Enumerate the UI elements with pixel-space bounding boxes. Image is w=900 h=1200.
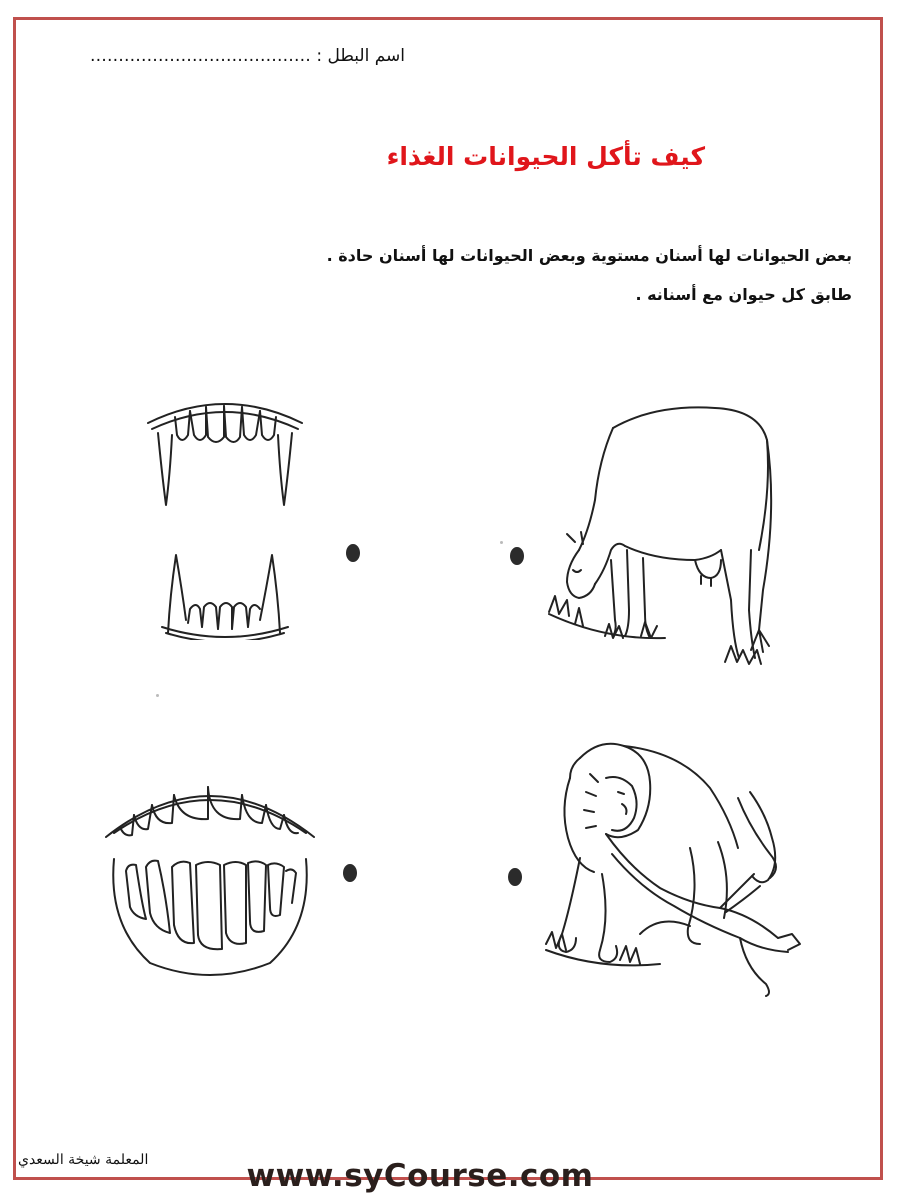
- teacher-name: المعلمة شيخة السعدي: [18, 1152, 149, 1168]
- faint-mark: [156, 694, 159, 697]
- hero-name-line: [70, 46, 405, 66]
- worksheet-title: كيف تأكل الحيوانات الغذاء: [386, 142, 705, 171]
- cow-icon[interactable]: [545, 400, 780, 670]
- hero-name-label: اسم البطل :: [316, 46, 405, 66]
- flat-teeth-icon[interactable]: [100, 775, 320, 980]
- match-dot-sharp-teeth[interactable]: [346, 544, 360, 562]
- website-watermark: www.syCourse.com: [246, 1158, 594, 1194]
- faint-mark: [500, 541, 503, 544]
- match-dot-lion[interactable]: [508, 868, 522, 886]
- sharp-teeth-icon[interactable]: [140, 395, 310, 640]
- match-dot-flat-teeth[interactable]: [343, 864, 357, 882]
- match-dot-cow[interactable]: [510, 547, 524, 565]
- instruction-line-2: طابق كل حيوان مع أسنانه .: [635, 285, 852, 304]
- hero-name-blank[interactable]: …………………………………: [89, 46, 311, 66]
- instruction-line-1: بعض الحيوانات لها أسنان مستوية وبعض الحيوانات لها أسنان حادة .: [326, 246, 852, 265]
- lion-icon[interactable]: [540, 738, 805, 998]
